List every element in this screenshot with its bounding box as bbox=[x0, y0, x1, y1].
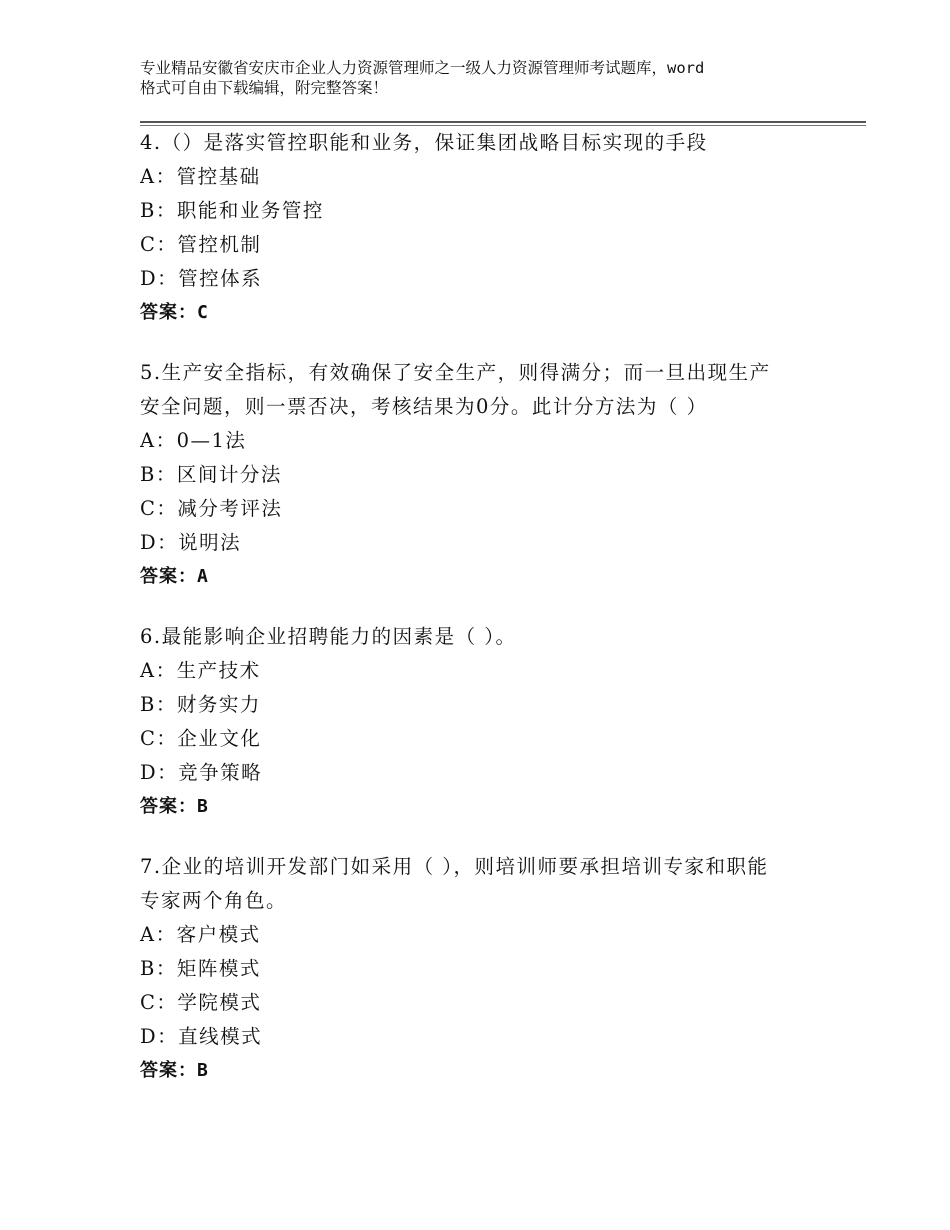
header-line-1: 专业精品安徽省安庆市企业人力资源管理师之一级人力资源管理师考试题库，word bbox=[140, 59, 705, 77]
option-a: A：客户模式 bbox=[140, 923, 261, 946]
question-6 bbox=[140, 620, 840, 824]
question-stem-continued: 安全问题，则一票否决，考核结果为0分。此计分方法为（ ） bbox=[140, 395, 708, 418]
question-5 bbox=[140, 356, 840, 594]
option-b: B：职能和业务管控 bbox=[140, 199, 324, 222]
question-stem: 7.企业的培训开发部门如采用（ ），则培训师要承担培训专家和职能 bbox=[140, 855, 769, 878]
option-d: D：说明法 bbox=[140, 531, 242, 554]
answer-label: 答案：A bbox=[140, 566, 209, 587]
option-a: A：0—1法 bbox=[140, 429, 247, 452]
option-c: C：管控机制 bbox=[140, 233, 262, 256]
question-stem: 4.（）是落实管控职能和业务，保证集团战略目标实现的手段 bbox=[140, 131, 708, 154]
document-header bbox=[140, 58, 840, 98]
answer-label: 答案：B bbox=[140, 1060, 209, 1081]
question-stem: 6.最能影响企业招聘能力的因素是（ ）。 bbox=[140, 625, 517, 648]
option-b: B：财务实力 bbox=[140, 693, 261, 716]
option-d: D：直线模式 bbox=[140, 1025, 263, 1048]
option-c: C：学院模式 bbox=[140, 991, 262, 1014]
question-stem-continued: 专家两个角色。 bbox=[140, 889, 288, 912]
option-c: C：减分考评法 bbox=[140, 497, 283, 520]
question-stem: 5.生产安全指标，有效确保了安全生产，则得满分；而一旦出现生产 bbox=[140, 361, 771, 384]
question-7 bbox=[140, 850, 840, 1088]
header-line-2: 格式可自由下载编辑，附完整答案！ bbox=[140, 79, 389, 97]
header-divider bbox=[140, 121, 866, 123]
answer-label: 答案：C bbox=[140, 302, 209, 323]
option-c: C：企业文化 bbox=[140, 727, 262, 750]
option-b: B：矩阵模式 bbox=[140, 957, 261, 980]
option-a: A：管控基础 bbox=[140, 165, 261, 188]
question-4 bbox=[140, 126, 840, 330]
option-b: B：区间计分法 bbox=[140, 463, 282, 486]
question-list bbox=[140, 126, 840, 1114]
answer-label: 答案：B bbox=[140, 796, 209, 817]
option-d: D：管控体系 bbox=[140, 267, 263, 290]
option-a: A：生产技术 bbox=[140, 659, 261, 682]
option-d: D：竞争策略 bbox=[140, 761, 263, 784]
